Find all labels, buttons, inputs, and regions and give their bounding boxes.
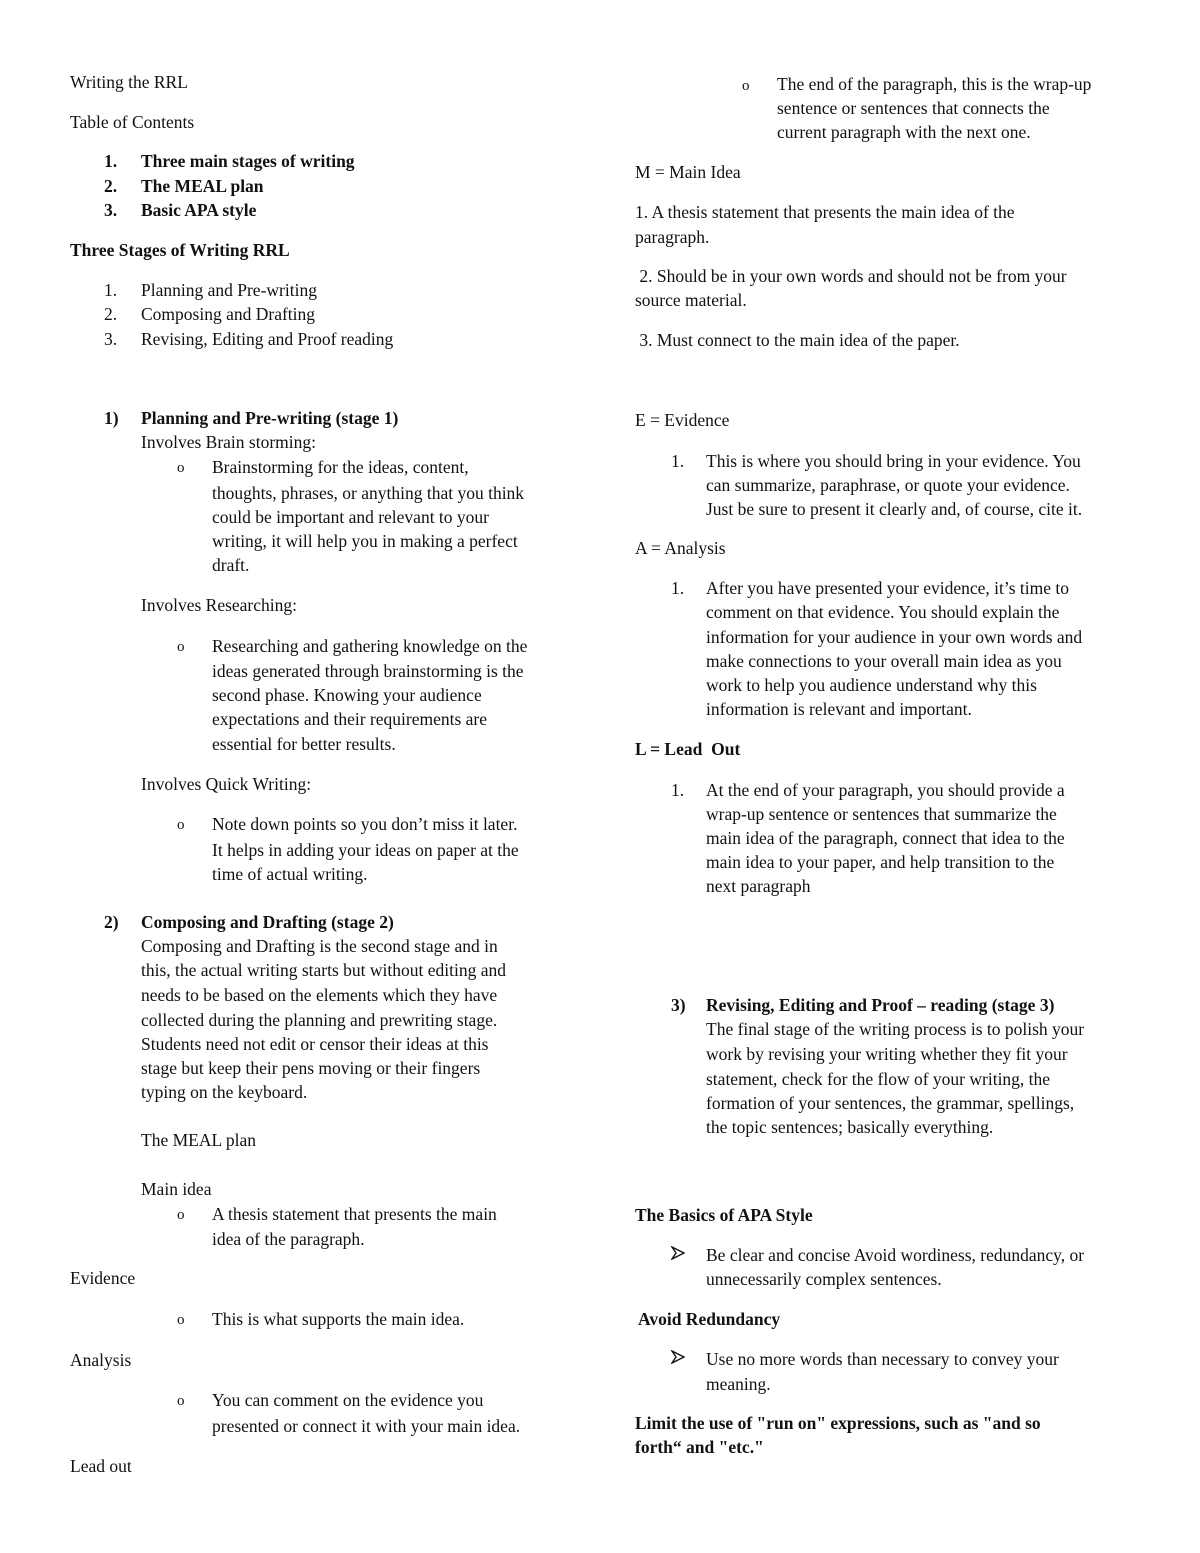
e-line: can summarize, paraphrase, or quote your evidence. <box>706 475 1070 495</box>
research-line: Researching and gathering knowledge on the <box>212 636 528 656</box>
m-item-line: 1. A thesis statement that presents the main idea of the <box>635 202 1015 222</box>
analysis-label: Analysis <box>70 1350 132 1370</box>
stage2-line: needs to be based on the elements which they have <box>141 985 498 1005</box>
circle-bullet-icon: o <box>742 78 750 94</box>
meal-plan-label: The MEAL plan <box>141 1130 257 1150</box>
toc-item: The MEAL plan <box>141 176 264 196</box>
toc-number: 2. <box>104 176 118 196</box>
l-line: main idea to your paper, and help transition to the <box>706 852 1055 872</box>
stage3-line: The final stage of the writing process is to polish your <box>706 1019 1085 1039</box>
stages-heading: Three Stages of Writing RRL <box>70 240 290 260</box>
a-number: 1. <box>671 578 685 598</box>
stage2-line: collected during the planning and prewriting stage. <box>141 1010 498 1030</box>
a-line: information is relevant and important. <box>706 699 972 719</box>
toc-heading: Table of Contents <box>70 112 195 132</box>
m-heading: M = Main Idea <box>635 162 741 182</box>
research-line: second phase. Knowing your audience <box>212 685 482 705</box>
research-line: ideas generated through brainstorming is the <box>212 661 524 681</box>
analysis-line: presented or connect it with your main idea. <box>212 1416 521 1436</box>
e-heading: E = Evidence <box>635 410 730 430</box>
brainstorm-line: thoughts, phrases, or anything that you think <box>212 483 525 503</box>
toc-item: Basic APA style <box>141 200 257 220</box>
a-line: comment on that evidence. You should explain the <box>706 602 1060 622</box>
m-item-line: 3. Must connect to the main idea of the paper. <box>635 330 960 350</box>
research-label: Involves Researching: <box>141 595 297 615</box>
document-title: Writing the RRL <box>70 72 188 92</box>
quick-writing-line: It helps in adding your ideas on paper at the <box>212 840 519 860</box>
leadout-bullet-line: sentence or sentences that connects the <box>777 98 1050 118</box>
toc-number: 3. <box>104 200 118 220</box>
circle-bullet-icon: o <box>177 1207 185 1223</box>
brainstorm-line: draft. <box>212 555 250 575</box>
toc-number: 1. <box>104 151 118 171</box>
research-line: essential for better results. <box>212 734 396 754</box>
stage1-heading: Planning and Pre-writing (stage 1) <box>141 408 399 428</box>
a-line: information for your audience in your own words and <box>706 627 1083 647</box>
arrow-bullet-icon <box>671 1348 685 1373</box>
stage2-line: this, the actual writing starts but without editing and <box>141 960 507 980</box>
arrow-bullet-icon <box>671 1244 685 1269</box>
circle-bullet-icon: o <box>177 1393 185 1409</box>
main-idea-line: A thesis statement that presents the main <box>212 1204 497 1224</box>
m-item-line: 2. Should be in your own words and should not be from your <box>635 266 1067 286</box>
circle-bullet-icon: o <box>177 817 185 833</box>
main-idea-line: idea of the paragraph. <box>212 1229 365 1249</box>
stage3-line: work by revising your writing whether they fit your <box>706 1044 1068 1064</box>
evidence-text: This is what supports the main idea. <box>212 1309 465 1329</box>
e-number: 1. <box>671 451 685 471</box>
redundancy-bullet-line: Use no more words than necessary to convey your <box>706 1349 1059 1369</box>
redundancy-heading: Avoid Redundancy <box>638 1309 781 1329</box>
stage3-number: 3) <box>671 995 686 1015</box>
m-item-line: source material. <box>635 290 747 310</box>
m-item-line: paragraph. <box>635 227 710 247</box>
stage-list-number: 2. <box>104 304 118 324</box>
stage-list-item: Revising, Editing and Proof reading <box>141 329 394 349</box>
brainstorm-line: Brainstorming for the ideas, content, <box>212 457 469 477</box>
evidence-label: Evidence <box>70 1268 136 1288</box>
apa-bullet-line: unnecessarily complex sentences. <box>706 1269 942 1289</box>
circle-bullet-icon: o <box>177 1312 185 1328</box>
stage3-line: statement, check for the flow of your writing, the <box>706 1069 1051 1089</box>
redundancy-bullet-line: meaning. <box>706 1374 771 1394</box>
a-heading: A = Analysis <box>635 538 726 558</box>
leadout-bullet-line: The end of the paragraph, this is the wrap-up <box>777 74 1092 94</box>
stage2-line: stage but keep their pens moving or their fingers <box>141 1058 481 1078</box>
quick-writing-line: Note down points so you don’t miss it later. <box>212 814 518 834</box>
brainstorm-line: writing, it will help you in making a perfect <box>212 531 518 551</box>
quick-writing-line: time of actual writing. <box>212 864 368 884</box>
toc-item: Three main stages of writing <box>141 151 355 171</box>
brainstorm-label: Involves Brain storming: <box>141 432 316 452</box>
stage2-line: Students need not edit or censor their ideas at this <box>141 1034 489 1054</box>
stage-list-item: Composing and Drafting <box>141 304 316 324</box>
stage2-line: typing on the keyboard. <box>141 1082 308 1102</box>
stage3-line: the topic sentences; basically everything. <box>706 1117 994 1137</box>
main-idea-label: Main idea <box>141 1179 212 1199</box>
l-line: next paragraph <box>706 876 811 896</box>
lead-out-label: Lead out <box>70 1456 132 1476</box>
analysis-line: You can comment on the evidence you <box>212 1390 484 1410</box>
stage2-heading: Composing and Drafting (stage 2) <box>141 912 394 932</box>
stage2-number: 2) <box>104 912 119 932</box>
stage3-line: formation of your sentences, the grammar, spellings, <box>706 1093 1075 1113</box>
apa-heading: The Basics of APA Style <box>635 1205 813 1225</box>
e-line: Just be sure to present it clearly and, of course, cite it. <box>706 499 1083 519</box>
l-line: At the end of your paragraph, you should provide a <box>706 780 1065 800</box>
a-line: work to help you audience understand why this <box>706 675 1037 695</box>
stage2-line: Composing and Drafting is the second stage and in <box>141 936 498 956</box>
apa-bullet-line: Be clear and concise Avoid wordiness, redundancy, or <box>706 1245 1085 1265</box>
brainstorm-line: could be important and relevant to your <box>212 507 490 527</box>
a-line: After you have presented your evidence, it’s time to <box>706 578 1070 598</box>
e-line: This is where you should bring in your evidence. You <box>706 451 1081 471</box>
stage3-heading: Revising, Editing and Proof – reading (stage 3) <box>706 995 1055 1015</box>
stage-list-number: 1. <box>104 280 118 300</box>
l-line: wrap-up sentence or sentences that summarize the <box>706 804 1057 824</box>
limit-line: Limit the use of "run on" expressions, such as "and so <box>635 1413 1041 1433</box>
l-line: main idea of the paragraph, connect that idea to the <box>706 828 1065 848</box>
a-line: make connections to your overall main idea as you <box>706 651 1062 671</box>
l-number: 1. <box>671 780 685 800</box>
stage-list-number: 3. <box>104 329 118 349</box>
research-line: expectations and their requirements are <box>212 709 488 729</box>
quick-writing-label: Involves Quick Writing: <box>141 774 312 794</box>
l-heading: L = Lead Out <box>635 739 741 759</box>
stage1-number: 1) <box>104 408 119 428</box>
circle-bullet-icon: o <box>177 639 185 655</box>
leadout-bullet-line: current paragraph with the next one. <box>777 122 1031 142</box>
stage-list-item: Planning and Pre-writing <box>141 280 317 300</box>
circle-bullet-icon: o <box>177 460 185 476</box>
limit-line: forth“ and "etc." <box>635 1437 764 1457</box>
